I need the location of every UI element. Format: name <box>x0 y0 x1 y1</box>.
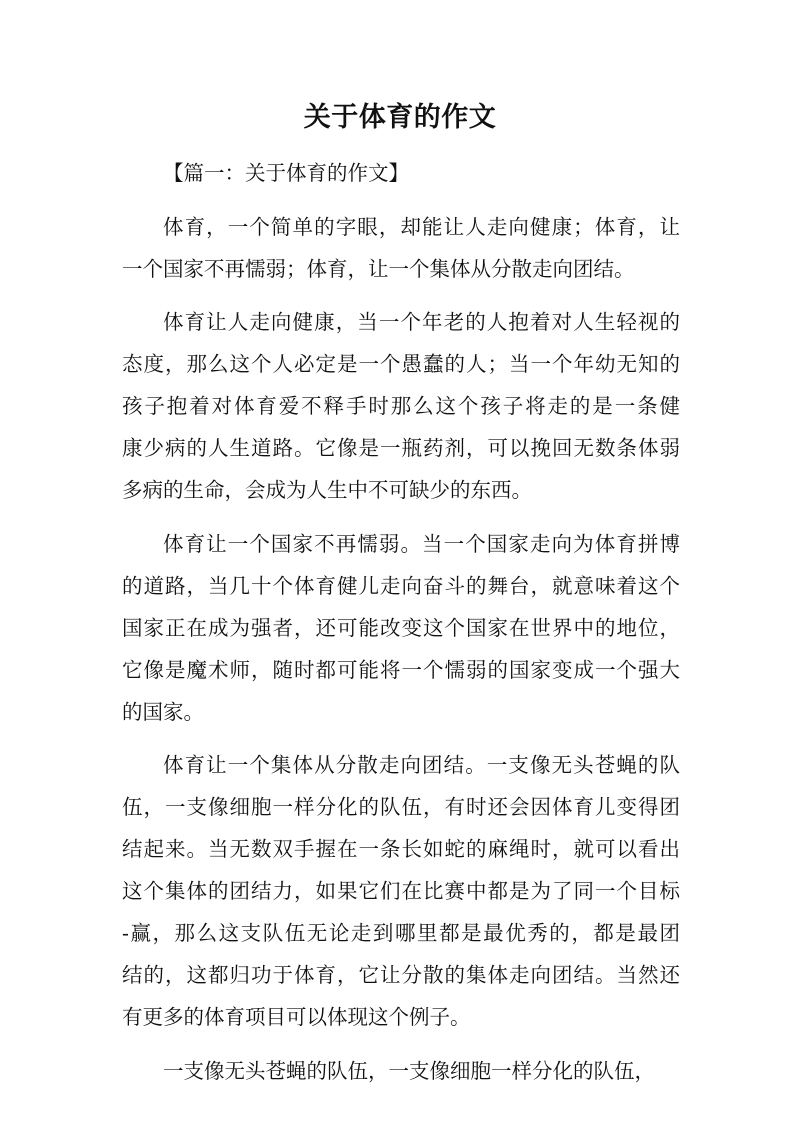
paragraph-line: 的国家。 <box>122 699 204 724</box>
paragraph-line: 体育，一个简单的字眼，却能让人走向健康；体育，让 <box>163 214 680 239</box>
paragraph-1 <box>122 206 680 290</box>
paragraph-line: 态度，那么这个人必定是一个愚蠢的人；当一个年幼无知的 <box>122 352 680 376</box>
paragraph-line: 孩子抱着对体育爱不释手时那么这个孩子将走的是一条健 <box>122 394 680 418</box>
paragraph-line: 一个国家不再懦弱；体育，让一个集体从分散走向团结。 <box>122 256 635 281</box>
paragraph-5 <box>122 1050 680 1092</box>
paragraph-line: -赢，那么这支队伍无论走到哪里都是最优秀的，都是最团 <box>122 921 680 945</box>
paragraph-line: 的道路，当几十个体育健儿走向奋斗的舞台，就意味着这个 <box>122 573 680 598</box>
paragraph-3 <box>122 523 680 733</box>
paragraph-line: 体育让人走向健康，当一个年老的人抱着对人生轻视的 <box>163 310 680 334</box>
paragraph-2 <box>122 301 680 511</box>
paragraph-line: 有更多的体育项目可以体现这个例子。 <box>122 1005 471 1029</box>
paragraph-line: 一支像无头苍蝇的队伍，一支像细胞一样分化的队伍， <box>163 1058 655 1083</box>
paragraph-line: 结的，这都归功于体育，它让分散的集体走向团结。当然还 <box>122 963 680 987</box>
paragraph-line: 伍，一支像细胞一样分化的队伍，有时还会因体育儿变得团 <box>122 795 680 819</box>
section-heading: 【篇一：关于体育的作文】 <box>163 161 409 185</box>
document-body <box>122 152 680 1092</box>
paragraph-4 <box>122 744 680 1038</box>
document-title: 关于体育的作文 <box>303 102 497 133</box>
paragraph-line: 体育让一个集体从分散走向团结。一支像无头苍蝇的队 <box>163 753 680 777</box>
paragraph-line: 国家正在成为强者，还可能改变这个国家在世界中的地位， <box>122 615 680 640</box>
paragraph-line: 康少病的人生道路。它像是一瓶药剂，可以挽回无数条体弱 <box>122 436 680 460</box>
paragraph-line: 体育让一个国家不再懦弱。当一个国家走向为体育拼博 <box>163 531 680 556</box>
paragraph-line: 结起来。当无数双手握在一条长如蛇的麻绳时，就可以看出 <box>122 837 680 861</box>
paragraph-line: 它像是魔术师，随时都可能将一个懦弱的国家变成一个强大 <box>122 657 680 682</box>
paragraph-line: 这个集体的团结力，如果它们在比赛中都是为了同一个目标 <box>122 879 680 903</box>
paragraph-line: 多病的生命，会成为人生中不可缺少的东西。 <box>122 478 532 502</box>
